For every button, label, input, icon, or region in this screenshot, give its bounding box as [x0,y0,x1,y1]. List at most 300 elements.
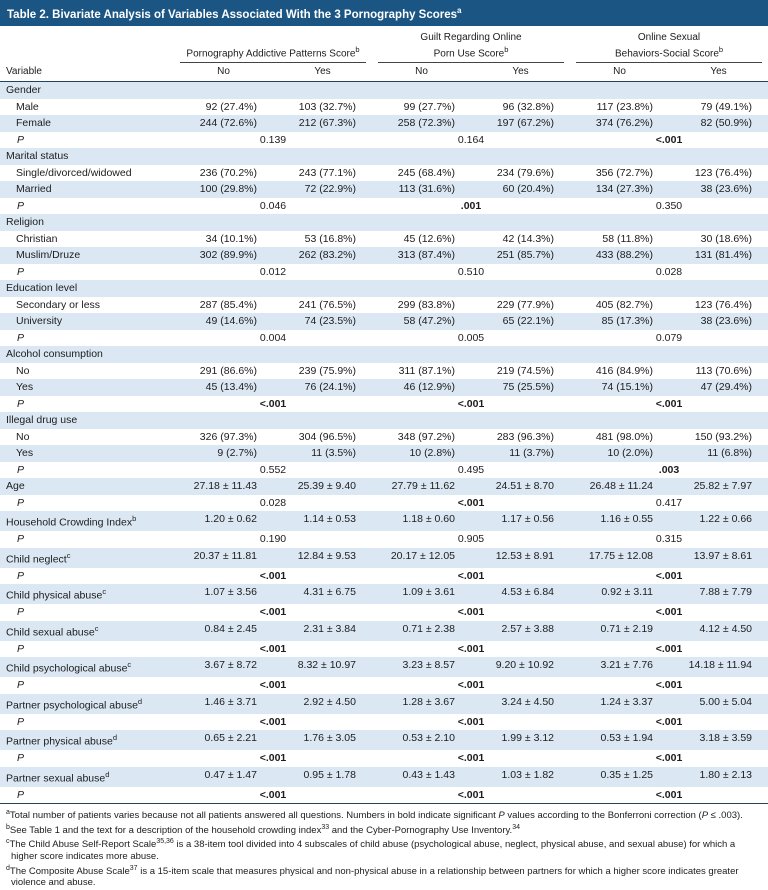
row-label-superscript: b [132,514,137,524]
cell-value: 65 (22.1%) [502,315,555,328]
cell-value: 3.18 ± 3.59 [699,732,753,745]
p-value: <.001 [457,496,485,509]
p-value: <.001 [457,679,485,692]
p-value: 0.350 [655,199,683,212]
cell-value: 0.71 ± 2.19 [600,622,654,635]
table-row [0,767,768,787]
table-row [0,379,768,396]
cell-value: 356 (72.7%) [595,166,654,179]
cell-value: 9 (2.7%) [217,447,257,460]
p-value: <.001 [655,642,683,655]
p-value: <.001 [259,679,287,692]
cell-value: 46 (12.9%) [403,381,455,394]
table-row [0,132,768,149]
cell-value: 49 (14.6%) [205,315,257,328]
footnote-marker: c [6,838,10,846]
p-value: <.001 [457,715,485,728]
table-row [0,363,768,380]
p-value: 0.005 [457,331,485,344]
row-label: Partner sexual abuse$^d$ [6,769,110,785]
row-label: Yes [16,447,34,460]
cell-value: 96 (32.8%) [502,100,555,113]
cell-value: 38 (23.6%) [700,315,753,328]
p-row-label: P [17,752,25,765]
cell-value: 8.32 ± 10.97 [297,659,356,672]
p-row-label: P [17,133,25,146]
table-title-bar [0,0,768,26]
cell-value: 38 (23.6%) [700,183,753,196]
row-label: Single/divorced/widowed [16,166,132,179]
cell-value: 433 (88.2%) [595,249,654,262]
cell-value: 113 (31.6%) [398,183,455,196]
p-row-label: P [17,606,25,619]
p-value: <.001 [259,606,287,619]
cell-value: 0.43 ± 1.43 [402,768,455,781]
section-label: Marital status [6,150,69,163]
p-value: 0.552 [259,463,287,476]
cell-value: 374 (76.2%) [595,117,654,130]
p-value: <.001 [259,397,287,410]
table-row [0,677,768,694]
row-label: Christian [16,232,58,245]
row-label-superscript: d [112,733,117,743]
cell-value: 9.20 ± 10.92 [495,659,555,672]
cell-value: 47 (29.4%) [700,381,753,394]
cell-value: 0.92 ± 3.11 [601,586,654,599]
cell-value: 60 (20.4%) [502,183,555,196]
cell-value: 34 (10.1%) [205,232,257,245]
row-label: No [16,430,30,443]
cell-value: 26.48 ± 11.24 [589,480,654,493]
table-row [0,198,768,215]
cell-value: 3.24 ± 4.50 [501,695,555,708]
row-label: Male [16,100,39,113]
p-value: 0.139 [259,133,287,146]
table-row [0,247,768,264]
column-group-header [372,26,570,63]
p-row-label: P [17,496,25,509]
p-row-label: P [17,679,25,692]
cell-value: 4.12 ± 4.50 [699,622,753,635]
row-label: Married [16,183,52,196]
section-label: Alcohol consumption [6,348,103,361]
cell-value: 82 (50.9%) [700,117,753,130]
cell-value: 0.53 ± 1.94 [600,732,654,745]
p-value: 0.028 [655,265,683,278]
subcolumn-header: Yes [669,63,768,82]
p-value: 0.164 [457,133,485,146]
row-label: Female [16,117,52,130]
cell-value: 123 (76.4%) [694,166,753,179]
cell-value: 58 (11.8%) [602,232,654,245]
subcolumn-row [0,63,768,82]
row-label: Child sexual abuse$^c$ [6,623,99,639]
table-header [0,26,768,82]
table-row [0,330,768,347]
cell-value: 1.46 ± 3.71 [204,695,257,708]
p-value: <.001 [655,569,683,582]
cell-value: 20.37 ± 11.81 [193,549,257,562]
column-group-header [570,26,768,63]
table-row [0,297,768,314]
footnote-reference: 35,36 [156,838,174,846]
p-value: <.001 [655,715,683,728]
cell-value: 11 (3.7%) [509,447,555,460]
cell-value: 291 (86.6%) [199,364,257,377]
footnote-marker: a [6,809,10,817]
cell-value: 234 (79.6%) [496,166,555,179]
cell-value: 348 (97.2%) [397,430,455,443]
cell-value: 85 (17.3%) [601,315,654,328]
table-row [0,641,768,658]
table-row [0,714,768,731]
p-row-label: P [17,463,25,476]
cell-value: 150 (93.2%) [694,430,753,443]
p-value: 0.510 [457,265,485,278]
p-value: <.001 [655,679,683,692]
cell-value: 5.00 ± 5.04 [699,695,753,708]
column-group-superscript: b [504,44,509,54]
cell-value: 313 (87.4%) [397,249,455,262]
cell-value: 10 (2.0%) [607,447,654,460]
section-label: Gender [6,84,42,97]
cell-value: 1.07 ± 3.56 [204,586,257,599]
cell-value: 117 (23.8%) [596,100,654,113]
p-row-label: P [17,331,25,344]
p-value: <.001 [174,787,372,804]
p-value: <.001 [259,752,287,765]
row-label: Partner physical abuse$^d$ [6,733,117,748]
p-value: <.001 [259,569,287,582]
table-row [0,750,768,767]
cell-value: 100 (29.8%) [199,183,257,196]
table-row [0,694,768,714]
subcolumn-header: Yes [273,63,372,82]
table-row [0,478,768,495]
row-label: Age [6,480,25,493]
cell-value: 92 (27.4%) [205,100,257,113]
table-row [0,115,768,132]
cell-value: 4.53 ± 6.84 [501,586,555,599]
table-row [0,148,768,165]
cell-value: 2.92 ± 4.50 [303,695,356,708]
p-row-label: P [17,533,25,546]
cell-value: 1.14 ± 0.53 [303,513,356,526]
row-label: No [16,364,30,377]
cell-value: 1.99 ± 3.12 [501,732,555,745]
column-group-superscript: b [718,44,724,54]
cell-value: 262 (83.2%) [298,249,356,262]
column-group-header [174,26,372,63]
p-row-label: P [17,199,25,212]
table-row [0,568,768,585]
cell-value: 1.20 ± 0.62 [204,513,257,526]
p-value: 0.905 [457,533,485,546]
cell-value: 251 (85.7%) [496,249,555,262]
cell-value: 58 (47.2%) [403,315,455,328]
row-label: Muslim/Druze [16,249,81,262]
table-row [0,429,768,446]
row-label-superscript: d [137,696,143,706]
cell-value: 131 (81.4%) [694,249,753,262]
cell-value: 1.16 ± 0.55 [600,513,654,526]
table-title-text: Table 2. Bivariate Analysis of Variables Associated With the 3 Pornography Scores [7,8,458,21]
column-group-superscript: b [355,44,360,54]
p-value: .003 [658,463,680,476]
cell-value: 24.51 ± 8.70 [495,480,555,493]
table-row [0,165,768,182]
table-row [0,264,768,281]
cell-value: 1.17 ± 0.56 [501,513,555,526]
table-row [0,445,768,462]
cell-value: 1.28 ± 3.67 [402,695,455,708]
p-row-label: P [17,265,25,278]
p-row-label: P [17,397,25,410]
p-value: <.001 [655,752,683,765]
row-label: Yes [16,381,34,394]
cell-value: 27.18 ± 11.43 [193,480,257,493]
cell-value: 244 (72.6%) [199,117,257,130]
cell-value: 1.80 ± 2.13 [699,768,753,781]
row-label-superscript: c [127,660,132,670]
footnote: $^b$See Table 1 and the text for a description of the household crowding index$^{33}$ and the Cyber-Pornography Use Inventory.$^{34}$ [6,823,520,836]
cell-value: 20.17 ± 12.05 [390,549,455,562]
cell-value: 0.53 ± 2.10 [402,732,455,745]
table-row [0,280,768,297]
cell-value: 241 (76.5%) [298,298,356,311]
cell-value: 299 (83.8%) [397,298,455,311]
cell-value: 1.18 ± 0.60 [402,513,455,526]
cell-value: 17.75 ± 12.08 [588,549,654,562]
corner-cell [0,26,174,63]
row-label: Child physical abuse$^c$ [6,587,107,602]
cell-value: 212 (67.3%) [298,117,356,130]
p-value: 0.028 [259,496,287,509]
p-value: 0.004 [259,331,287,344]
table-row [0,231,768,248]
footnote-italic-text: P [498,810,505,822]
table-row [0,495,768,512]
cell-value: 79 (49.1%) [700,100,753,113]
p-value: <.001 [655,133,683,146]
p-value: 0.012 [259,265,287,278]
cell-value: 4.31 ± 6.75 [303,586,356,599]
cell-value: 53 (16.8%) [304,232,356,245]
cell-value: 103 (32.7%) [298,100,356,113]
cell-value: 197 (67.2%) [496,117,555,130]
table-row [0,214,768,231]
table-row [0,548,768,568]
cell-value: 1.76 ± 3.05 [303,732,356,745]
cell-value: 12.84 ± 9.53 [297,549,356,562]
footnotes [0,804,768,890]
table-row [0,82,768,99]
p-row-label: P [17,569,25,582]
row-label: Secondary or less [16,298,101,311]
cell-value: 1.03 ± 1.82 [501,768,555,781]
cell-value: 30 (18.6%) [700,232,753,245]
cell-value: 283 (96.3%) [496,430,555,443]
row-label-superscript: c [94,623,99,633]
cell-value: 7.88 ± 7.79 [699,586,753,599]
table-row [0,621,768,641]
cell-value: 3.21 ± 7.76 [600,659,654,672]
footnote-reference: 33 [321,823,330,831]
table-body [0,82,768,804]
cell-value: 11 (3.5%) [311,447,356,460]
table-row [0,787,768,804]
cell-value: 236 (70.2%) [199,166,257,179]
cell-value: 75 (25.5%) [502,381,555,394]
cell-value: 239 (75.9%) [298,364,356,377]
row-label: Partner psychological abuse$^d$ [6,696,143,712]
cell-value: 3.67 ± 8.72 [204,659,257,672]
cell-value: 243 (77.1%) [298,166,356,179]
p-value: 0.190 [259,533,287,546]
footnote: $^a$Total number of patients varies because not all patients answered all questions. Numbers in bold indicate significant P values according to the Bonferroni correction (P ≤ .003). [6,809,743,822]
cell-value: 76 (24.1%) [304,381,356,394]
cell-value: 0.47 ± 1.47 [204,768,257,781]
footnote-marker: d [6,864,10,872]
cell-value: 42 (14.3%) [502,232,555,245]
column-group-label: Pornography Addictive Patterns Score$^b$ [180,38,366,63]
cell-value: 74 (23.5%) [304,315,356,328]
table-title [7,6,462,21]
p-value: <.001 [457,606,485,619]
cell-value: 405 (82.7%) [595,298,654,311]
cell-value: 1.24 ± 3.37 [600,695,654,708]
cell-value: 99 (27.7%) [403,100,455,113]
cell-value: 134 (27.3%) [595,183,654,196]
footnote-italic-text: P [701,810,709,822]
table-row [0,604,768,621]
cell-value: 0.84 ± 2.45 [204,622,257,635]
table-row [0,584,768,604]
p-value: <.001 [457,752,485,765]
cell-value: 27.79 ± 11.62 [391,480,455,493]
p-value: 0.079 [655,331,683,344]
cell-value: 229 (77.9%) [496,298,555,311]
row-label-superscript: d [105,769,110,779]
p-value: 0.046 [259,199,287,212]
row-label-superscript: c [102,587,107,597]
p-value: <.001 [457,397,485,410]
p-value: 0.417 [655,496,683,509]
table-row [0,657,768,677]
footnote-marker: b [6,823,10,831]
table-row [0,462,768,479]
table-row [0,412,768,429]
row-label: Child psychological abuse$^c$ [6,660,132,675]
cell-value: 13.97 ± 8.61 [693,549,753,562]
p-value: .001 [460,199,482,212]
p-value: <.001 [259,715,287,728]
cell-value: 245 (68.4%) [397,166,455,179]
subcolumn-header: Yes [471,63,570,82]
cell-value: 0.71 ± 2.38 [402,622,455,635]
cell-value: 45 (12.6%) [403,232,455,245]
cell-value: 72 (22.9%) [304,183,356,196]
cell-value: 3.23 ± 8.57 [402,659,455,672]
cell-value: 304 (96.5%) [298,430,356,443]
p-row-label: P [0,787,174,804]
cell-value: 0.65 ± 2.21 [204,732,257,745]
cell-value: 2.31 ± 3.84 [303,622,356,635]
cell-value: 0.95 ± 1.78 [303,768,356,781]
title-superscript: a [457,6,462,15]
cell-value: 123 (76.4%) [694,298,753,311]
p-value: 0.495 [457,463,485,476]
variable-column-header: Variable [0,63,174,82]
footnote: $^c$The Child Abuse Self-Report Scale$^{35,36}$ is a 38-item tool divided into 4 subscales of child abuse (psychological abuse, neglect, physical abuse, and sexual abuse) for which a higher score indicates more abuse. [6,838,736,863]
cell-value: 1.22 ± 0.66 [699,513,753,526]
row-label: Household Crowding Index$^b$ [6,514,137,529]
table-row [0,313,768,330]
p-value: <.001 [655,606,683,619]
section-label: Illegal drug use [6,414,78,427]
table-row [0,730,768,750]
column-group-label: Guilt Regarding Online Porn Use Score$^b$ [378,26,564,63]
table-row [0,396,768,413]
subcolumn-header: No [570,63,669,82]
cell-value: 10 (2.8%) [409,447,455,460]
cell-value: 45 (13.4%) [205,381,257,394]
p-value: <.001 [655,397,683,410]
p-row-label: P [17,642,25,655]
cell-value: 0.35 ± 1.25 [600,768,654,781]
p-value: <.001 [457,642,485,655]
cell-value: 219 (74.5%) [496,364,555,377]
column-group-row [0,26,768,63]
p-value: <.001 [570,787,768,804]
p-value: <.001 [259,642,287,655]
row-label: University [16,315,63,328]
row-label: Child neglect$^c$ [6,550,71,566]
subcolumn-header: No [372,63,471,82]
subcolumn-header: No [174,63,273,82]
bivariate-analysis-table [0,26,768,804]
cell-value: 302 (89.9%) [199,249,257,262]
cell-value: 11 (6.8%) [707,447,753,460]
table-row [0,511,768,531]
cell-value: 326 (97.3%) [199,430,257,443]
cell-value: 2.57 ± 3.88 [501,622,555,635]
cell-value: 481 (98.0%) [595,430,654,443]
cell-value: 14.18 ± 11.94 [688,659,753,672]
cell-value: 25.82 ± 7.97 [693,480,753,493]
section-label: Religion [6,216,44,229]
cell-value: 1.09 ± 3.61 [402,586,455,599]
footnote-reference: 34 [512,823,520,831]
footnote: $^d$The Composite Abuse Scale$^{37}$ is a 15-item scale that measures physical and non-physical abuse in a relationship between partners for which a higher score indicates greater violence and abuse. [6,864,739,889]
cell-value: 287 (85.4%) [199,298,257,311]
row-label-superscript: c [66,550,71,560]
table-row [0,346,768,363]
cell-value: 311 (87.1%) [398,364,455,377]
cell-value: 416 (84.9%) [595,364,654,377]
table-row [0,181,768,198]
cell-value: 113 (70.6%) [695,364,753,377]
p-value: <.001 [372,787,570,804]
column-group-label: Online Sexual Behaviors-Social Score$^b$ [576,26,762,63]
section-label: Education level [6,282,78,295]
table-row [0,531,768,548]
p-row-label: P [17,715,25,728]
cell-value: 25.39 ± 9.40 [297,480,356,493]
footnote-reference: 37 [129,864,138,872]
table-row [0,99,768,116]
cell-value: 12.53 ± 8.91 [495,549,555,562]
